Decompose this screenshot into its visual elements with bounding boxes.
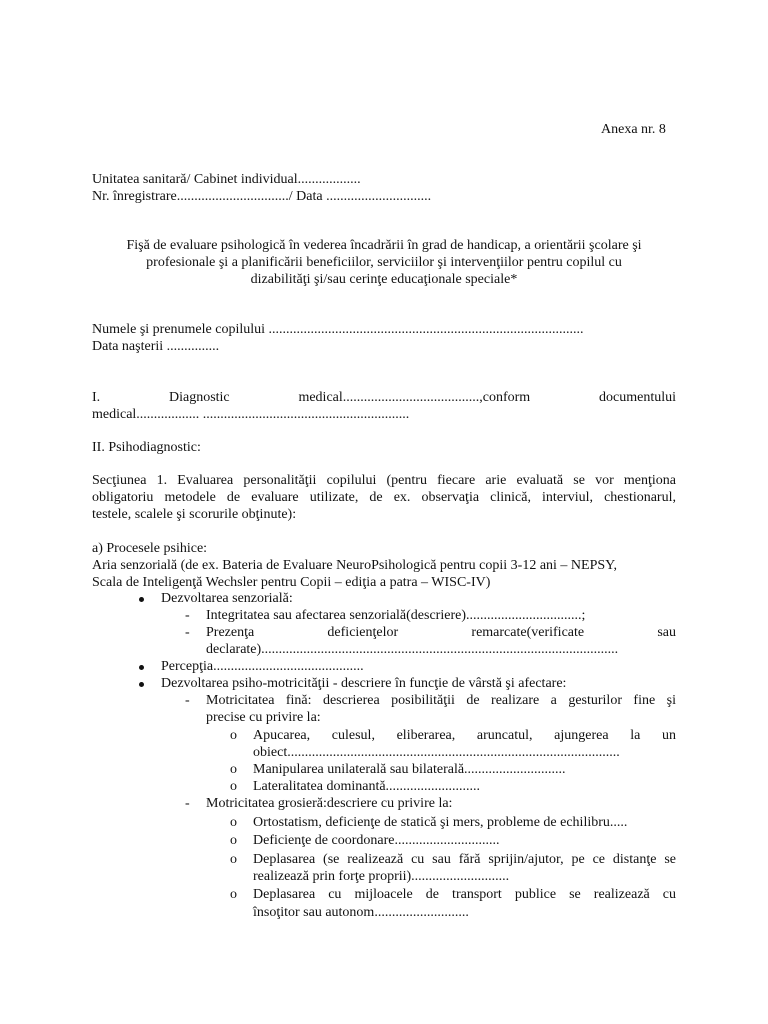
circle-marker: o [230,728,237,743]
dash-marker: - [185,796,190,811]
psiho-motricitate-item: Dezvoltarea psiho-motricităţii - descriere în funcţie de vârstă şi afectare: [161,676,567,691]
title-line-2: profesionale şi a planificării beneficiilor, serviciilor şi intervenţiilor pentru copilul cu [146,255,622,270]
circle-marker: o [230,779,237,794]
annex-number: Anexa nr. 8 [601,122,666,137]
registration-line: Nr. înregistrare................................/ Data .............................. [92,189,432,204]
birth-date-line: Data naşterii ............... [92,339,220,354]
dash-marker: - [185,608,190,623]
aria-senzoriala-line-2: Scala de Inteligenţă Wechsler pentru Copii – ediţia a patra – WISC-IV) [92,575,491,590]
bullet-icon [139,665,144,670]
motricitatea-fina-line-2: precise cu privire la: [206,710,321,725]
integritatea-item: Integritatea sau afectarea senzorială(descriere).................................; [206,608,586,623]
manipularea-item: Manipularea unilaterală sau bilaterală............................. [253,762,566,777]
circle-marker: o [230,887,237,902]
dezvoltarea-senzoriala: Dezvoltarea senzorială: [161,591,293,606]
sectiunea-line-3: testele, scalele şi scorurile obţinute): [92,507,297,522]
deficiente-coordonare-item: Deficienţe de coordonare.............................. [253,833,500,848]
transport-line-1: Deplasarea cu mijloacele de transport publice se realizează cu [253,887,676,902]
diagnostic-line-1: I. Diagnostic medical.......................................,conform documentului [92,390,676,405]
prezenta-line-2: declarate)...................................................................................................... [206,642,619,657]
sectiunea-line-1: Secţiunea 1. Evaluarea personalităţii copilului (pentru fiecare arie evaluată se vor menţiona [92,473,676,488]
ortostatism-item: Ortostatism, deficienţe de statică şi mers, probleme de echilibru..... [253,815,628,830]
motricitatea-fina-line-1: Motricitatea fină: descrierea posibilităţii de realizare a gesturilor fine şi [206,693,676,708]
apucarea-line-1: Apucarea, culesul, eliberarea, aruncatul, ajungerea la un [253,728,676,743]
aria-senzoriala-line-1: Aria senzorială (de ex. Bateria de Evaluare NeuroPsihologică pentru copii 3-12 ani – NEPSY, [92,558,617,573]
unit-line: Unitatea sanitară/ Cabinet individual.................. [92,172,361,187]
bullet-icon [139,682,144,687]
procese-heading: a) Procesele psihice: [92,541,208,556]
dash-marker: - [185,625,190,640]
diagnostic-line-2: medical.................. ........................................................... [92,407,410,422]
prezenta-line-1: Prezenţa deficienţelor remarcate(verificate sau [206,625,676,640]
dash-marker: - [185,693,190,708]
title-line-1: Fişă de evaluare psihologică în vederea încadrării în grad de handicap, a orientării şcolare şi [126,238,642,253]
circle-marker: o [230,815,237,830]
transport-line-2: însoţitor sau autonom........................... [253,905,469,920]
child-name-line: Numele şi prenumele copilului .......................................................................................... [92,322,584,337]
circle-marker: o [230,852,237,867]
motricitatea-grosiera-item: Motricitatea grosieră:descriere cu privire la: [206,796,453,811]
circle-marker: o [230,833,237,848]
circle-marker: o [230,762,237,777]
bullet-icon [139,597,144,602]
deplasarea-line-2: realizează prin forţe proprii)............................ [253,869,510,884]
psihodiagnostic-heading: II. Psihodiagnostic: [92,440,201,455]
sectiunea-line-2: obligatoriu metodele de evaluare utilizate, de ex. observaţia clinică, interviul, chestionarul, [92,490,676,505]
deplasarea-line-1: Deplasarea (se realizează cu sau fără sprijin/ajutor, pe ce distanţe se [253,852,676,867]
lateralitatea-item: Lateralitatea dominantă........................... [253,779,481,794]
title-line-3: dizabilităţi şi/sau cerinţe educaţionale speciale* [250,272,518,287]
perceptia-item: Percepţia........................................... [161,659,364,674]
apucarea-line-2: obiect............................................................................................... [253,745,620,760]
